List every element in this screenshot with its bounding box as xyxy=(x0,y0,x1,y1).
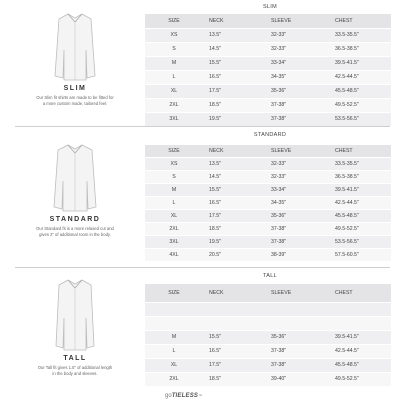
cell-sleeve: 32-33" xyxy=(265,157,329,170)
cell-neck: 14.5" xyxy=(203,170,265,183)
section-title-tall: TALL xyxy=(263,273,277,279)
fit-name-slim: SLIM xyxy=(63,85,87,92)
header-chest: CHEST xyxy=(329,145,391,157)
cell-chest: 45.5-48.5" xyxy=(329,84,391,98)
cell-size: M xyxy=(145,56,203,70)
cell-size: 3XL xyxy=(145,112,203,126)
fit-panel-standard xyxy=(20,141,130,237)
section-divider xyxy=(15,267,390,268)
section-divider xyxy=(15,126,390,127)
table-row xyxy=(145,183,391,196)
cell-chest: 33.5-35.5" xyxy=(329,157,391,170)
cell-size: L xyxy=(145,196,203,209)
cell-sleeve: 32-33" xyxy=(265,28,329,42)
cell-chest: 53.5-56.5" xyxy=(329,235,391,248)
cell-neck: 19.5" xyxy=(203,112,265,126)
table-row xyxy=(145,157,391,170)
shirt-illustration-icon xyxy=(52,141,98,213)
fit-name-tall: TALL xyxy=(63,355,87,362)
cell-chest: 36.5-38.5" xyxy=(329,170,391,183)
cell-size: XL xyxy=(145,84,203,98)
cell-chest: 53.5-56.5" xyxy=(329,112,391,126)
shirt-illustration-icon xyxy=(54,276,96,352)
cell-neck: 13.5" xyxy=(203,157,265,170)
table-row xyxy=(145,56,391,70)
cell-sleeve: 37-38" xyxy=(265,344,329,358)
size-table-standard xyxy=(145,145,391,262)
cell-sleeve: 33-34" xyxy=(265,56,329,70)
cell-neck: 16.5" xyxy=(203,344,265,358)
cell-size: S xyxy=(145,170,203,183)
cell-size: XS xyxy=(145,157,203,170)
cell-chest: 49.5-52.5" xyxy=(329,372,391,386)
cell-neck xyxy=(203,302,265,316)
table-row xyxy=(145,70,391,84)
cell-sleeve: 32-33" xyxy=(265,170,329,183)
cell-sleeve xyxy=(265,302,329,316)
table-row xyxy=(145,316,391,330)
cell-neck: 13.5" xyxy=(203,28,265,42)
cell-chest xyxy=(329,316,391,330)
header-neck: NECK xyxy=(203,284,265,302)
cell-size: S xyxy=(145,42,203,56)
cell-sleeve xyxy=(265,316,329,330)
header-chest: CHEST xyxy=(329,284,391,302)
cell-size: 2XL xyxy=(145,372,203,386)
section-title-standard: STANDARD xyxy=(253,132,287,138)
cell-neck: 18.5" xyxy=(203,98,265,112)
header-sleeve: SLEEVE xyxy=(265,284,329,302)
header-neck: NECK xyxy=(203,145,265,157)
brand-mark: ™ xyxy=(198,393,203,398)
cell-size: XL xyxy=(145,358,203,372)
cell-size: 2XL xyxy=(145,222,203,235)
cell-neck: 14.5" xyxy=(203,42,265,56)
cell-size: M xyxy=(145,330,203,344)
cell-chest: 39.5-41.5" xyxy=(329,183,391,196)
cell-size: M xyxy=(145,183,203,196)
cell-chest: 49.5-52.5" xyxy=(329,98,391,112)
table-row xyxy=(145,98,391,112)
cell-neck xyxy=(203,316,265,330)
brand-prefix: go xyxy=(165,393,172,399)
cell-chest: 42.5-44.5" xyxy=(329,344,391,358)
cell-chest: 42.5-44.5" xyxy=(329,70,391,84)
size-table-slim xyxy=(145,14,391,127)
table-row xyxy=(145,170,391,183)
cell-chest: 36.5-38.5" xyxy=(329,42,391,56)
table-row xyxy=(145,344,391,358)
cell-chest xyxy=(329,302,391,316)
size-table-tall xyxy=(145,284,391,387)
table-row xyxy=(145,209,391,222)
cell-neck: 16.5" xyxy=(203,70,265,84)
cell-sleeve: 35-36" xyxy=(265,84,329,98)
fit-description-slim: Our Slim fit shirts are made to be fitted for a more custom made, tailored feel. xyxy=(36,95,114,106)
cell-sleeve: 34-35" xyxy=(265,196,329,209)
fit-panel-slim xyxy=(20,10,130,106)
cell-neck: 17.5" xyxy=(203,358,265,372)
header-size: SIZE xyxy=(145,145,203,157)
cell-size xyxy=(145,316,203,330)
cell-neck: 20.5" xyxy=(203,248,265,261)
header-size: SIZE xyxy=(145,14,203,28)
cell-sleeve: 35-36" xyxy=(265,209,329,222)
cell-neck: 15.5" xyxy=(203,56,265,70)
cell-sleeve: 33-34" xyxy=(265,183,329,196)
cell-neck: 17.5" xyxy=(203,209,265,222)
cell-size: 4XL xyxy=(145,248,203,261)
table-row xyxy=(145,248,391,261)
cell-chest: 45.5-48.5" xyxy=(329,209,391,222)
cell-size: XS xyxy=(145,28,203,42)
cell-chest: 57.5-60.5" xyxy=(329,248,391,261)
table-row xyxy=(145,28,391,42)
fit-name-standard: STANDARD xyxy=(49,216,101,223)
cell-chest: 42.5-44.5" xyxy=(329,196,391,209)
cell-sleeve: 34-35" xyxy=(265,70,329,84)
cell-size: 2XL xyxy=(145,98,203,112)
table-row xyxy=(145,84,391,98)
cell-neck: 17.5" xyxy=(203,84,265,98)
table-row xyxy=(145,42,391,56)
table-row xyxy=(145,302,391,316)
fit-description-standard: Our Standard fit is a more relaxed cut and gives 2" of additional room in the body. xyxy=(36,226,114,237)
brand-logo xyxy=(165,393,202,399)
cell-sleeve: 32-33" xyxy=(265,42,329,56)
cell-size: L xyxy=(145,70,203,84)
cell-neck: 18.5" xyxy=(203,372,265,386)
header-sleeve: SLEEVE xyxy=(265,145,329,157)
cell-size: XL xyxy=(145,209,203,222)
cell-size: L xyxy=(145,344,203,358)
header-chest: CHEST xyxy=(329,14,391,28)
cell-sleeve: 38-39" xyxy=(265,248,329,261)
fit-panel-tall xyxy=(20,276,130,376)
header-neck: NECK xyxy=(203,14,265,28)
cell-neck: 16.5" xyxy=(203,196,265,209)
table-row xyxy=(145,358,391,372)
cell-sleeve: 37-38" xyxy=(265,235,329,248)
cell-sleeve: 37-38" xyxy=(265,98,329,112)
cell-chest: 45.5-48.5" xyxy=(329,358,391,372)
cell-chest: 49.5-52.5" xyxy=(329,222,391,235)
cell-size xyxy=(145,302,203,316)
table-row xyxy=(145,330,391,344)
table-row xyxy=(145,222,391,235)
brand-name: TIELESS xyxy=(171,393,199,399)
fit-description-tall: Our Tall fit gives 1.5" of additional length in the body and sleeves. xyxy=(37,365,113,376)
table-row xyxy=(145,372,391,386)
cell-chest: 39.5-41.5" xyxy=(329,330,391,344)
table-row xyxy=(145,112,391,126)
cell-neck: 15.5" xyxy=(203,183,265,196)
cell-size: 3XL xyxy=(145,235,203,248)
shirt-illustration-icon xyxy=(53,10,97,82)
cell-chest: 39.5-41.5" xyxy=(329,56,391,70)
cell-sleeve: 37-38" xyxy=(265,222,329,235)
cell-sleeve: 39-40" xyxy=(265,372,329,386)
header-sleeve: SLEEVE xyxy=(265,14,329,28)
cell-sleeve: 37-38" xyxy=(265,112,329,126)
cell-sleeve: 35-36" xyxy=(265,330,329,344)
header-size: SIZE xyxy=(145,284,203,302)
table-row xyxy=(145,235,391,248)
section-title-slim: SLIM xyxy=(262,4,278,10)
cell-sleeve: 37-38" xyxy=(265,358,329,372)
cell-neck: 15.5" xyxy=(203,330,265,344)
cell-neck: 19.5" xyxy=(203,235,265,248)
cell-neck: 18.5" xyxy=(203,222,265,235)
cell-chest: 33.5-35.5" xyxy=(329,28,391,42)
table-row xyxy=(145,196,391,209)
